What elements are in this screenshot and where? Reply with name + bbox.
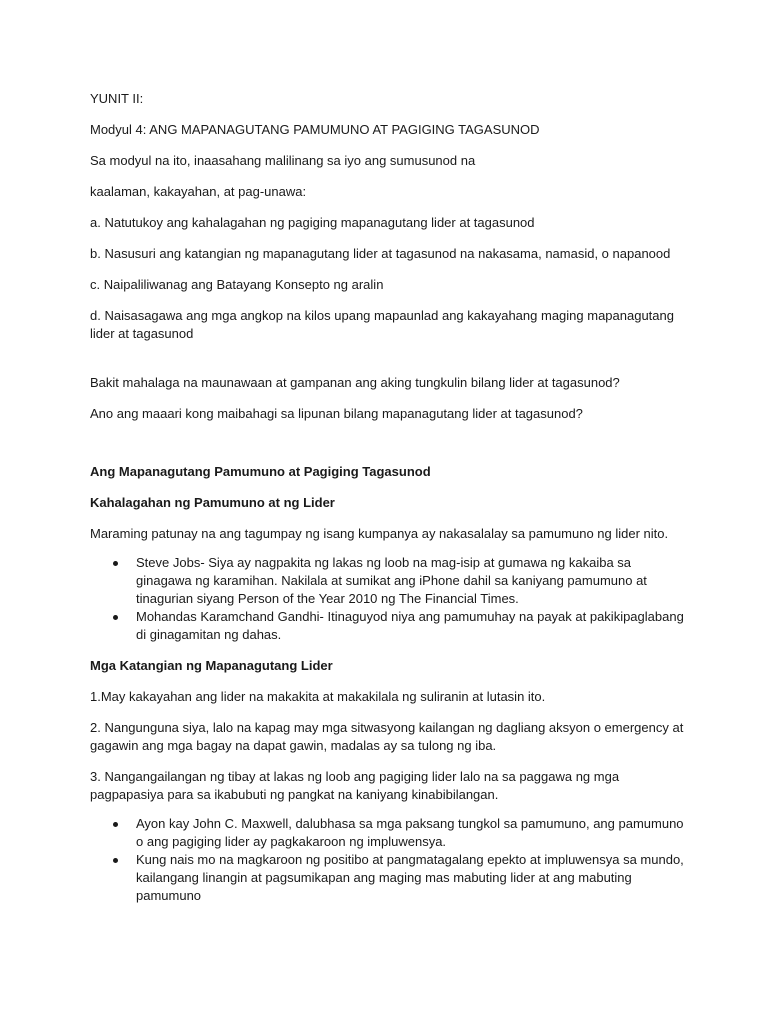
leaders-list [90, 554, 688, 644]
intro-line-1: Sa modyul na ito, inaasahang malilinang sa iyo ang sumusunod na [90, 153, 476, 168]
question-2: Ano ang maaari kong maibahagi sa lipunan bilang mapanagutang lider at tagasunod? [90, 406, 583, 421]
list-item-text: Ayon kay John C. Maxwell, dalubhasa sa mga paksang tungkol sa pamumuno, ang pamumuno o ang pagiging lider ay pagkakaroon ng impluwensya. [136, 816, 684, 849]
bullet-icon [113, 615, 118, 620]
bullet-icon [113, 858, 118, 863]
subsection-title-traits: Mga Katangian ng Mapanagutang Lider [90, 658, 333, 673]
bullet-icon [113, 561, 118, 566]
objective-a: a. Natutukoy ang kahalagahan ng pagiging mapanagutang lider at tagasunod [90, 215, 535, 230]
module-title: Modyul 4: ANG MAPANAGUTANG PAMUMUNO AT PAGIGING TAGASUNOD [90, 122, 540, 137]
objective-c: c. Naipaliliwanag ang Batayang Konsepto ng aralin [90, 277, 384, 292]
unit-label: YUNIT II: [90, 91, 144, 106]
intro-line-2: kaalaman, kakayahan, at pag-unawa: [90, 184, 307, 199]
trait-3: 3. Nangangailangan ng tibay at lakas ng loob ang pagiging lider lalo na sa paggawa ng mga pagpapasiya para sa ikabubuti ng pangkat na kaniyang kinabibilangan. [90, 769, 620, 802]
objective-b: b. Nasusuri ang katangian ng mapanagutang lider at tagasunod na nakasama, namasid, o napanood [90, 246, 671, 261]
list-item-text: Mohandas Karamchand Gandhi- Itinaguyod niya ang pamumuhay na payak at pakikipaglabang di ginagamitan ng dahas. [136, 609, 684, 642]
trait-1: 1.May kakayahan ang lider na makakita at makakilala ng suliranin at lutasin ito. [90, 689, 546, 704]
list-item-text: Kung nais mo na magkaroon ng positibo at pangmatagalang epekto at impluwensya sa mundo, kailangang linangin at pagsumikapan ang maging mas mabuting lider at ang mabuting pamumuno [136, 852, 684, 903]
subsection-importance-text: Maraming patunay na ang tagumpay ng isang kumpanya ay nakasalalay sa pamumuno ng lider nito. [90, 526, 669, 541]
objective-d: d. Naisasagawa ang mga angkop na kilos upang mapaunlad ang kakayahang maging mapanagutang lider at tagasunod [90, 308, 674, 341]
subsection-title-importance: Kahalagahan ng Pamumuno at ng Lider [90, 495, 335, 510]
section-title: Ang Mapanagutang Pamumuno at Pagiging Tagasunod [90, 464, 431, 479]
list-item [136, 608, 688, 644]
list-item [136, 554, 688, 608]
list-item-text: Steve Jobs- Siya ay nagpakita ng lakas ng loob na mag-isip at gumawa ng kakaiba sa ginagawa ng karamihan. Nakilala at sumikat ang iPhone dahil sa kaniyang pamumuno at tinagurian siyang Person of the Year 2010 ng The Financial Times. [136, 555, 647, 606]
maxwell-list [90, 815, 688, 905]
list-item [136, 815, 688, 851]
trait-2: 2. Nangunguna siya, lalo na kapag may mga sitwasyong kailangan ng dagliang aksyon o emergency at gagawin ang mga bagay na dapat gawin, madalas ay sa tulong ng iba. [90, 720, 684, 753]
list-item [136, 851, 688, 905]
question-1: Bakit mahalaga na maunawaan at gampanan ang aking tungkulin bilang lider at tagasunod? [90, 375, 620, 390]
bullet-icon [113, 822, 118, 827]
